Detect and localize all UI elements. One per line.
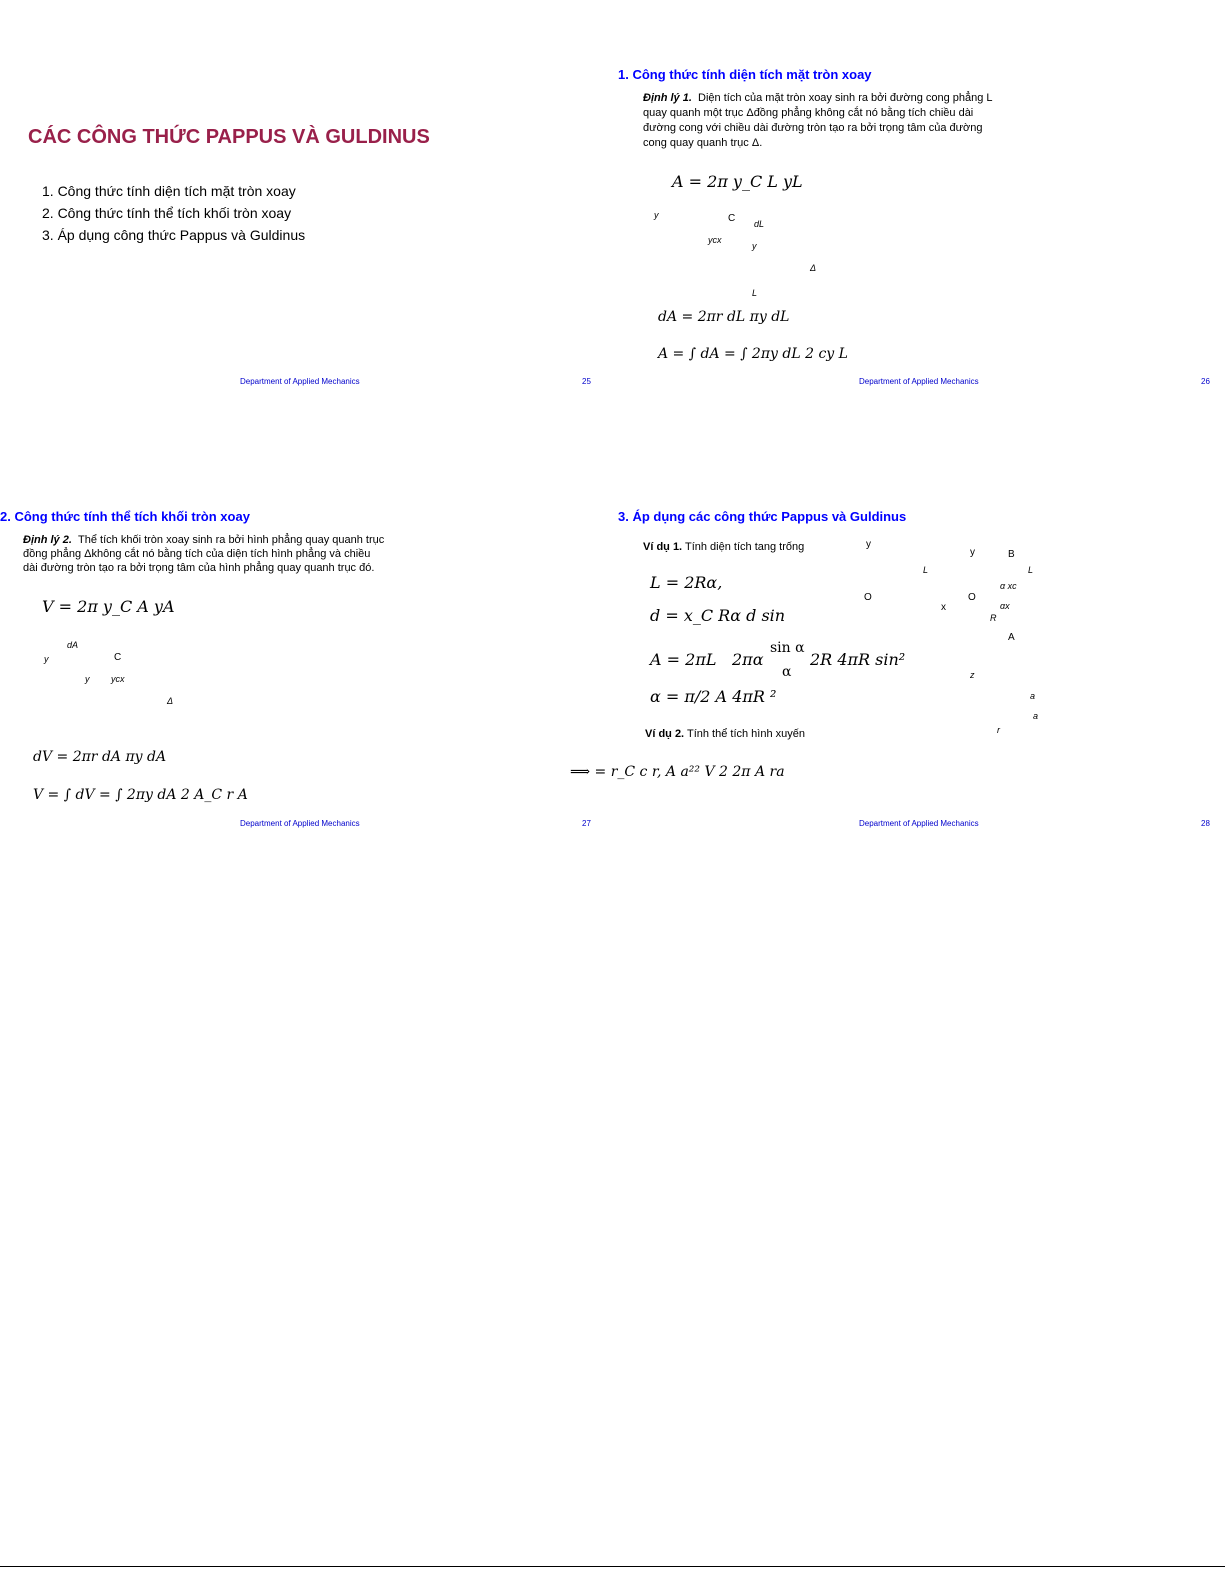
example-label: Ví dụ 2. xyxy=(645,728,685,740)
equation-A-right: 2R 4πR sin² xyxy=(810,650,906,669)
equation-L: L = 2Rα, xyxy=(650,573,723,592)
diagram-label: y xyxy=(654,210,659,220)
example-1 xyxy=(643,540,804,555)
theorem-1 xyxy=(643,91,993,151)
toc-item: 3. Áp dụng công thức Pappus và Guldinus xyxy=(42,227,306,243)
formula-V-integral: V = ∫ dV = ∫ 2πy dA 2 A_C r A xyxy=(33,787,248,803)
theorem-line: cong quay quanh trục Δ. xyxy=(643,137,763,149)
equation-A-mid: 2πα xyxy=(732,650,764,669)
diagram-label: α xc xyxy=(1000,581,1017,591)
diagram-label: L xyxy=(923,565,929,575)
diagram-label: αx xyxy=(1000,601,1010,611)
formula-volume: V = 2π y_C A yA xyxy=(42,597,175,616)
section-heading: 2. Công thức tính thể tích khối tròn xoay xyxy=(0,509,250,524)
diagram-label: A xyxy=(1008,632,1015,643)
theorem-label: Định lý 2. xyxy=(23,534,72,546)
diagram-label: R xyxy=(990,613,997,623)
diagram-label: C xyxy=(114,652,122,663)
fraction-numerator: sin α xyxy=(770,640,805,656)
slide-27 xyxy=(0,442,600,882)
diagram-label: y xyxy=(970,547,975,558)
slide-26 xyxy=(612,0,1212,440)
diagram-label: dL xyxy=(754,219,765,229)
diagram-label: ycx xyxy=(111,674,125,684)
example-2 xyxy=(645,727,805,742)
diagram-label: a xyxy=(1033,711,1039,721)
theorem-line: Thể tích khối tròn xoay sinh ra bởi hình phẳng quay quanh trục xyxy=(78,534,385,546)
fraction-denominator: α xyxy=(782,664,792,680)
table-of-contents xyxy=(42,180,305,246)
diagram-label: z xyxy=(970,670,975,680)
equation-torus: ⟹ = r_C c r, A a²² V 2 2π A ra xyxy=(570,764,785,780)
formula-area: A = 2π y_C L yL xyxy=(672,172,803,191)
page-number: 26 xyxy=(1201,377,1210,386)
theorem-line: đồng phẳng Δkhông cắt nó bằng tích của diện tích hình phẳng và chiều xyxy=(23,548,371,560)
theorem-2 xyxy=(23,533,384,575)
page-number: 27 xyxy=(582,819,591,828)
diagram-label: O xyxy=(864,592,872,603)
diagram-label: Δ xyxy=(810,263,817,273)
section-heading: 3. Áp dụng các công thức Pappus và Guldinus xyxy=(618,509,907,524)
diagram-label: B xyxy=(1008,549,1015,560)
diagram-label: y xyxy=(866,539,871,550)
formula-dA: dA = 2πr dL πy dL xyxy=(658,309,790,325)
toc-item: 2. Công thức tính thể tích khối tròn xoay xyxy=(42,205,292,221)
equation-A-left: A = 2πL xyxy=(650,650,717,669)
diagram-label: y xyxy=(44,654,49,664)
diagram-label: r xyxy=(997,725,1000,735)
diagram-label: y xyxy=(85,674,90,684)
bottom-divider xyxy=(0,1566,1225,1567)
formula-A-integral: A = ∫ dA = ∫ 2πy dL 2 cy L xyxy=(658,346,848,362)
footer-department: Department of Applied Mechanics xyxy=(859,819,979,828)
theorem-line: Diện tích của mặt tròn xoay sinh ra bởi đường cong phẳng L xyxy=(698,92,993,104)
example-text: Tính diện tích tang trống xyxy=(684,541,805,553)
equation-d: d = x_C Rα d sin xyxy=(650,606,786,625)
diagram-label: dA xyxy=(67,640,79,650)
toc-item: 1. Công thức tính diện tích mặt tròn xoay xyxy=(42,183,296,199)
equation-alpha: α = π/2 A 4πR ² xyxy=(650,687,777,706)
slide-25 xyxy=(0,0,600,440)
diagram-label: a xyxy=(1030,691,1036,701)
formula-dV: dV = 2πr dA πy dA xyxy=(33,749,167,765)
diagram-label: L xyxy=(752,288,758,298)
theorem-label: Định lý 1. xyxy=(643,92,692,104)
theorem-line: đường cong với chiều dài đường tròn tạo ra bởi trọng tâm của đường xyxy=(643,122,983,134)
footer-department: Department of Applied Mechanics xyxy=(240,377,360,386)
diagram-label: ycx xyxy=(708,235,722,245)
diagram-label: x xyxy=(941,602,946,613)
footer-department: Department of Applied Mechanics xyxy=(859,377,979,386)
diagram-label: O xyxy=(968,592,976,603)
theorem-line: dài đường tròn tạo ra bởi trọng tâm của hình phẳng quay quanh trục đó. xyxy=(23,562,375,574)
theorem-line: quay quanh một trục Δđồng phẳng không cắt nó bằng tích chiều dài xyxy=(643,107,974,119)
diagram-label: Δ xyxy=(167,696,174,706)
diagram-label: y xyxy=(752,241,757,251)
page-number: 28 xyxy=(1201,819,1210,828)
example-text: Tính thể tích hình xuyến xyxy=(686,728,806,740)
presentation-title: CÁC CÔNG THỨC PAPPUS VÀ GULDINUS xyxy=(28,126,430,148)
diagram-label: L xyxy=(1028,565,1034,575)
page-number: 25 xyxy=(582,377,591,386)
section-heading: 1. Công thức tính diện tích mặt tròn xoay xyxy=(618,67,872,82)
diagram-label: C xyxy=(728,213,736,224)
footer-department: Department of Applied Mechanics xyxy=(240,819,360,828)
example-label: Ví dụ 1. xyxy=(643,541,683,553)
